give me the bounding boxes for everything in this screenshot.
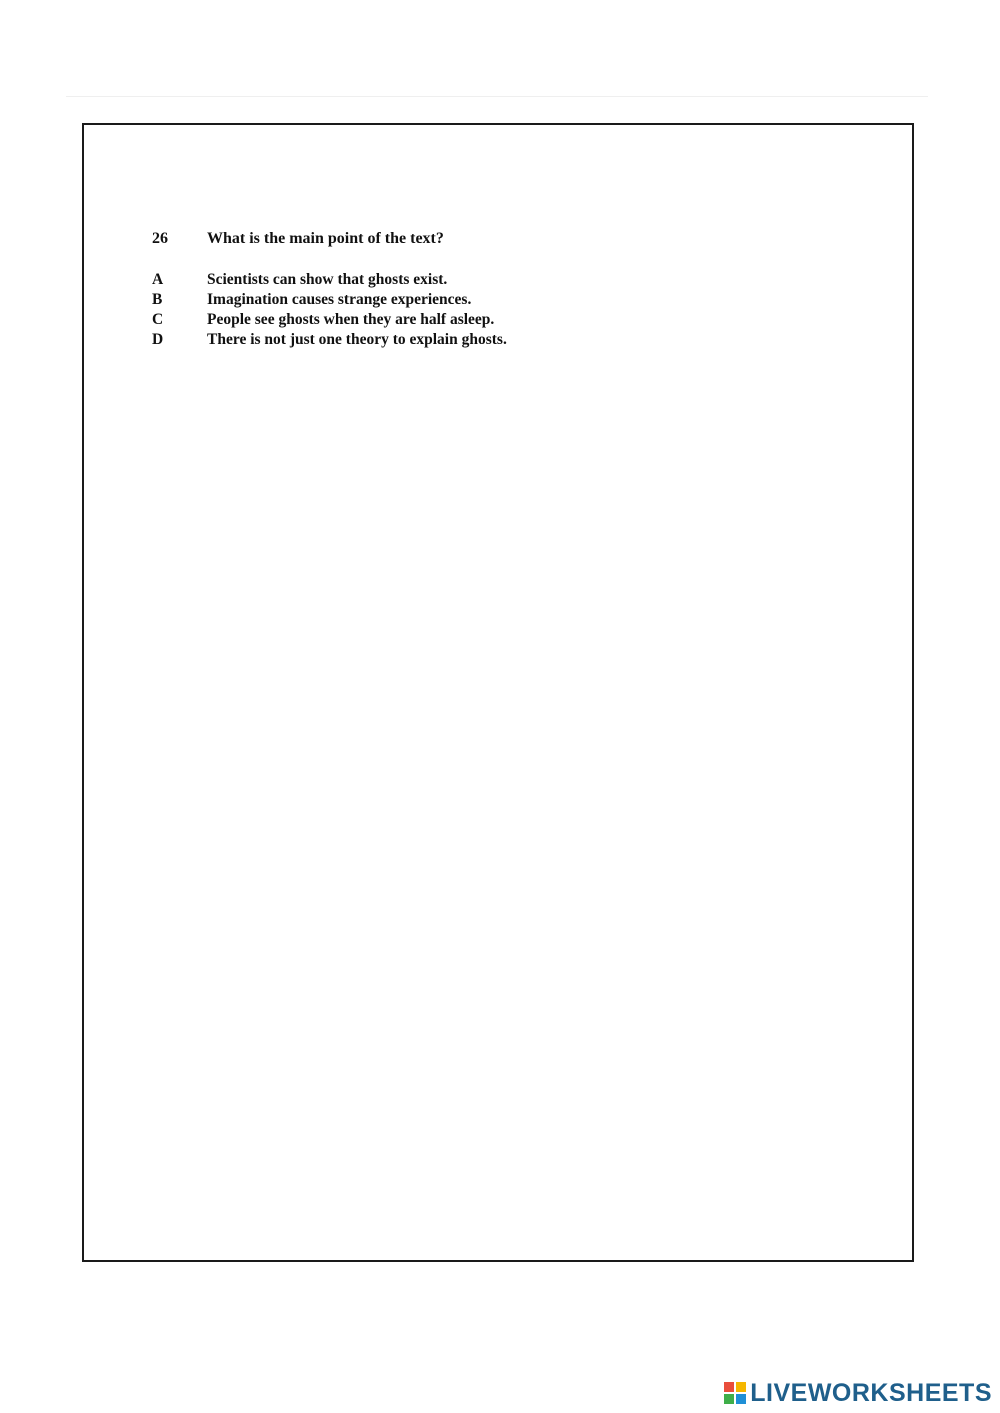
option-text: There is not just one theory to explain ghosts. bbox=[207, 331, 507, 348]
option-text: Imagination causes strange experiences. bbox=[207, 291, 472, 308]
liveworksheets-logo-icon bbox=[724, 1382, 746, 1404]
top-divider bbox=[66, 96, 928, 97]
option-letter: A bbox=[152, 271, 164, 288]
option-letter: C bbox=[152, 311, 164, 328]
liveworksheets-brand bbox=[724, 1378, 992, 1408]
question-number: 26 bbox=[152, 230, 168, 247]
question-text: What is the main point of the text? bbox=[207, 230, 444, 247]
option-text: People see ghosts when they are half asleep. bbox=[207, 311, 495, 328]
option-text: Scientists can show that ghosts exist. bbox=[207, 271, 448, 288]
option-letter: D bbox=[152, 331, 164, 348]
option-letter: B bbox=[152, 291, 163, 308]
brand-name: LIVEWORKSHEETS bbox=[750, 1378, 992, 1407]
